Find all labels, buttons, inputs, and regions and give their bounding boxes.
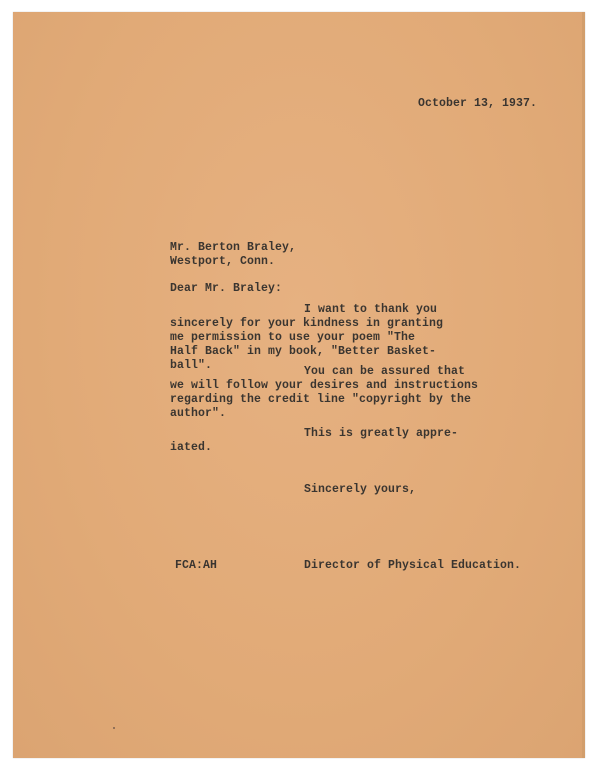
- typist-initials: FCA:AH: [175, 559, 218, 572]
- paragraph1-line: me permission to use your poem "The: [170, 331, 416, 344]
- paragraph3-line: This is greatly appre-: [304, 427, 459, 440]
- recipient-address: Westport, Conn.: [170, 255, 276, 268]
- page-edge: [582, 12, 585, 758]
- paragraph3-line: iated.: [170, 441, 213, 454]
- paragraph2-line: regarding the credit line "copyright by the: [170, 393, 472, 406]
- closing: Sincerely yours,: [304, 483, 417, 496]
- paragraph1-line: I want to thank you: [304, 303, 438, 316]
- paragraph1-line: ball".: [170, 359, 213, 372]
- paragraph1-line: Half Back" in my book, "Better Basket-: [170, 345, 437, 358]
- recipient-name: Mr. Berton Braley,: [170, 241, 297, 254]
- paragraph2-line: You can be assured that: [304, 365, 466, 378]
- signature-title: Director of Physical Education.: [304, 559, 522, 572]
- letter-page: [13, 12, 585, 758]
- paper-speck: [113, 727, 115, 729]
- paragraph1-line: sincerely for your kindness in granting: [170, 317, 444, 330]
- paragraph2-line: we will follow your desires and instructions: [170, 379, 479, 392]
- salutation: Dear Mr. Braley:: [170, 282, 283, 295]
- letter-date: October 13, 1937.: [418, 97, 538, 110]
- paragraph2-line: author".: [170, 407, 227, 420]
